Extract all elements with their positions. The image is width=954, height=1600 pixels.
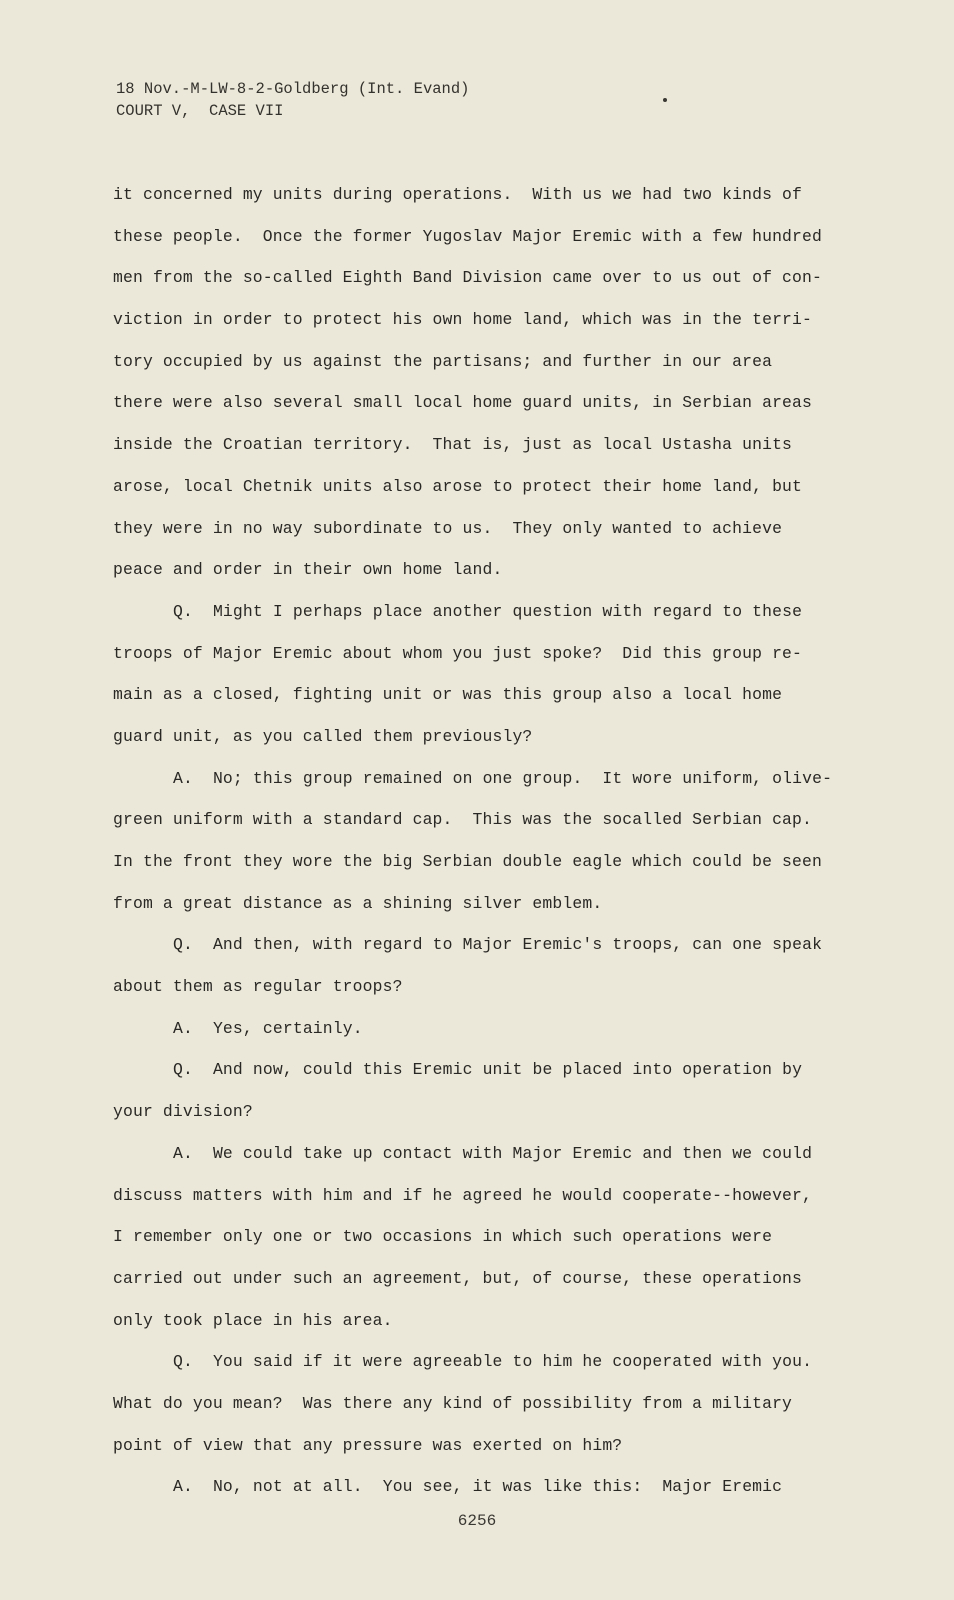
question-line: Q. Might I perhaps place another question with regard to these <box>173 601 803 621</box>
text-line: discuss matters with him and if he agreed he would cooperate--however, <box>113 1185 813 1205</box>
transcript-body <box>113 174 853 1508</box>
text-line: guard unit, as you called them previously? <box>113 726 533 746</box>
text-line: it concerned my units during operations. With us we had two kinds of <box>113 185 803 204</box>
header-line-1: 18 Nov.-M-LW-8-2-Goldberg (Int. Evand) <box>116 80 470 98</box>
text-line: I remember only one or two occasions in which such operations were <box>113 1227 773 1247</box>
question-line: Q. And now, could this Eremic unit be placed into operation by <box>173 1060 803 1080</box>
text-line: In the front they wore the big Serbian double eagle which could be seen <box>113 852 823 871</box>
ink-mark <box>663 98 667 102</box>
text-line: there were also several small local home guard units, in Serbian areas <box>113 393 813 413</box>
text-line: arose, local Chetnik units also arose to protect their home land, but <box>113 476 803 496</box>
text-line: point of view that any pressure was exerted on him? <box>113 1435 623 1455</box>
text-line: What do you mean? Was there any kind of possibility from a military <box>113 1393 793 1413</box>
text-line: troops of Major Eremic about whom you just spoke? Did this group re- <box>113 643 803 663</box>
answer-line: A. No, not at all. You see, it was like this: Major Eremic <box>173 1477 783 1497</box>
text-line: they were in no way subordinate to us. They only wanted to achieve <box>113 518 783 538</box>
text-line: peace and order in their own home land. <box>113 560 503 580</box>
text-line: from a great distance as a shining silver emblem. <box>113 893 603 913</box>
text-line: viction in order to protect his own home land, which was in the terri- <box>113 310 813 330</box>
text-line: carried out under such an agreement, but, of course, these operations <box>113 1268 803 1288</box>
text-line: main as a closed, fighting unit or was this group also a local home <box>113 685 783 705</box>
text-line: inside the Croatian territory. That is, just as local Ustasha units <box>113 435 793 455</box>
question-line: Q. And then, with regard to Major Eremic's troops, can one speak <box>173 935 823 955</box>
text-line: only took place in his area. <box>113 1310 393 1330</box>
text-line: these people. Once the former Yugoslav Major Eremic with a few hundred <box>113 226 823 246</box>
answer-line: A. We could take up contact with Major Eremic and then we could <box>173 1143 813 1163</box>
text-line: green uniform with a standard cap. This was the socalled Serbian cap. <box>113 810 813 830</box>
text-line: men from the so-called Eighth Band Division came over to us out of con- <box>113 268 823 288</box>
text-line: about them as regular troops? <box>113 977 403 997</box>
question-line: Q. You said if it were agreeable to him he cooperated with you. <box>173 1352 813 1372</box>
text-line: tory occupied by us against the partisans; and further in our area <box>113 351 773 371</box>
document-header <box>116 78 469 122</box>
header-line-2: COURT V, CASE VII <box>116 102 284 120</box>
answer-line: A. Yes, certainly. <box>173 1018 363 1038</box>
text-line: your division? <box>113 1102 253 1122</box>
page-number: 6256 <box>457 1512 497 1530</box>
answer-line: A. No; this group remained on one group. It wore uniform, olive- <box>173 768 833 788</box>
